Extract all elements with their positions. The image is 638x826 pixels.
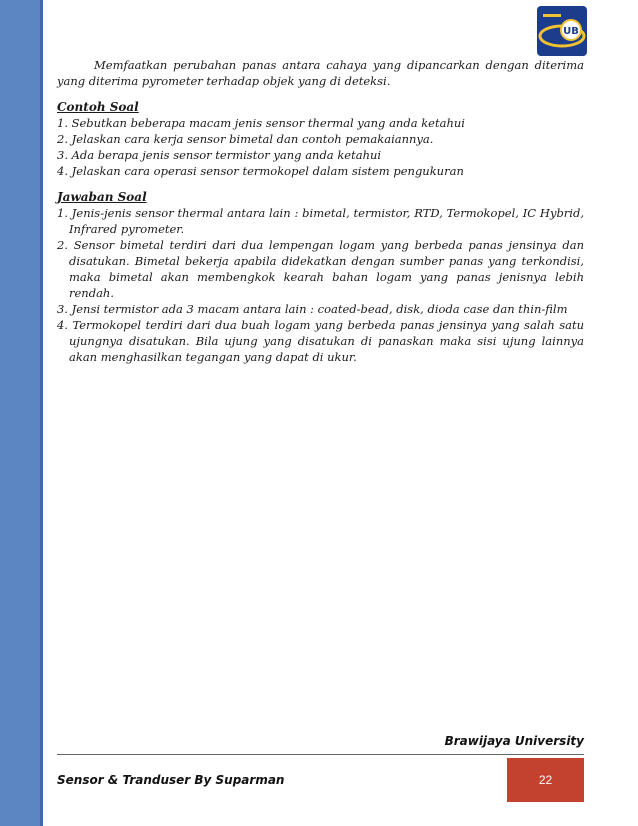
jawaban-soal-title: Jawaban Soal bbox=[57, 190, 147, 204]
left-blue-bar bbox=[0, 0, 43, 826]
list-item: 1. Jenis-jenis sensor thermal antara lain : bimetal, termistor, RTD, Termokopel, IC Hybrid, Infrared pyrometer. bbox=[57, 206, 584, 236]
list-item: 1. Sebutkan beberapa macam jenis sensor thermal yang anda ketahui bbox=[57, 116, 465, 130]
page-number bbox=[507, 758, 584, 802]
page-content bbox=[57, 57, 584, 365]
list-item: 3. Ada berapa jenis sensor termistor yang anda ketahui bbox=[57, 148, 382, 162]
university-logo-icon bbox=[537, 6, 587, 56]
jawaban-soal-list bbox=[57, 205, 584, 365]
list-item: 4. Jelaskan cara operasi sensor termokopel dalam sistem pengukuran bbox=[57, 164, 464, 178]
footer-divider bbox=[57, 754, 584, 755]
contoh-soal-list bbox=[57, 115, 584, 179]
list-item: 2. Jelaskan cara kerja sensor bimetal dan contoh pemakaiannya. bbox=[57, 132, 434, 146]
svg-text:UB: UB bbox=[563, 26, 579, 37]
contoh-soal-title: Contoh Soal bbox=[57, 100, 139, 114]
footer-university: Brawijaya University bbox=[444, 734, 584, 748]
list-item: 3. Jensi termistor ada 3 macam antara lain : coated-bead, disk, dioda case dan thin-film bbox=[57, 302, 568, 316]
list-item: 4. Termokopel terdiri dari dua buah logam yang berbeda panas jensinya yang salah satu ujungnya disatukan. Bila ujung yang disatukan di panaskan maka sisi ujung lainnya akan menghasilkan tegangan yang dapat di ukur. bbox=[57, 318, 584, 364]
page-number-label: 22 bbox=[538, 773, 553, 787]
footer-book-title: Sensor & Tranduser By Suparman bbox=[57, 773, 285, 787]
intro-paragraph: Memfaatkan perubahan panas antara cahaya yang dipancarkan dengan diterima yang diterima pyrometer terhadap objek yang di deteksi. bbox=[57, 58, 584, 88]
list-item: 2. Sensor bimetal terdiri dari dua lempengan logam yang berbeda panas jensinya dan disatukan. Bimetal bekerja apabila didekatkan dengan sumber panas yang terkondisi, maka bimetal akan membengkok kearah bahan logam yang panas jenisnya lebih rendah. bbox=[57, 238, 584, 300]
